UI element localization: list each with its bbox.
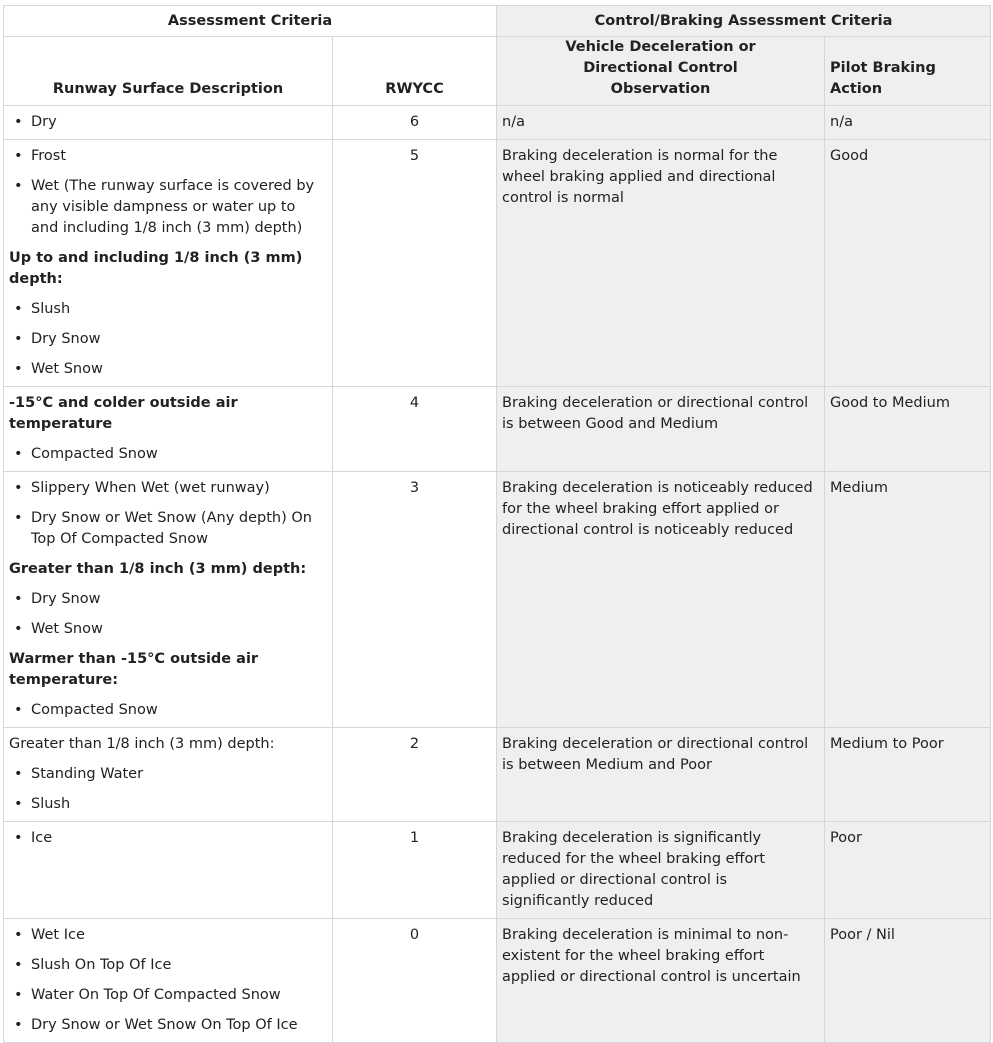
list-item: • Wet Snow bbox=[9, 619, 326, 640]
surface-list bbox=[9, 444, 326, 465]
surface-list bbox=[9, 589, 326, 640]
observation-cell: Braking deceleration or directional control is between Medium and Poor bbox=[497, 728, 825, 822]
list-item: • Slush bbox=[9, 794, 326, 815]
rwycc-header: RWYCC bbox=[333, 37, 497, 106]
table-row bbox=[4, 822, 991, 919]
observation-cell: Braking deceleration is minimal to non-existent for the wheel braking effort applied or directional control is uncertain bbox=[497, 919, 825, 1043]
pilot-braking-cell: n/a bbox=[825, 106, 991, 140]
rwycc-cell: 2 bbox=[333, 728, 497, 822]
list-item: • Wet Snow bbox=[9, 359, 326, 380]
table-row bbox=[4, 387, 991, 472]
surface-list bbox=[9, 828, 326, 849]
surface-list bbox=[9, 925, 326, 1036]
condition-heading: -15°C and colder outside air temperature bbox=[9, 395, 238, 432]
surface-list bbox=[9, 146, 326, 239]
pilot-braking-cell: Medium to Poor bbox=[825, 728, 991, 822]
rwycc-cell: 1 bbox=[333, 822, 497, 919]
surface-list bbox=[9, 764, 326, 815]
list-item: • Compacted Snow bbox=[9, 444, 326, 465]
pilot-braking-cell: Good bbox=[825, 140, 991, 387]
list-item: • Dry Snow bbox=[9, 329, 326, 350]
runway-surface-cell bbox=[4, 728, 333, 822]
observation-cell: Braking deceleration or directional control is between Good and Medium bbox=[497, 387, 825, 472]
pilot-braking-cell: Medium bbox=[825, 472, 991, 728]
runway-surface-cell bbox=[4, 472, 333, 728]
list-item: • Dry Snow or Wet Snow On Top Of Ice bbox=[9, 1015, 326, 1036]
surface-list bbox=[9, 112, 326, 133]
table-row bbox=[4, 472, 991, 728]
list-item: • Slush bbox=[9, 299, 326, 320]
observation-cell: n/a bbox=[497, 106, 825, 140]
surface-list bbox=[9, 299, 326, 380]
pilot-braking-cell: Poor bbox=[825, 822, 991, 919]
observation-cell: Braking deceleration is noticeably reduced for the wheel braking effort applied or directional control is noticeably reduced bbox=[497, 472, 825, 728]
list-item: • Frost bbox=[9, 146, 326, 167]
list-item: • Dry bbox=[9, 112, 326, 133]
rwycc-cell: 6 bbox=[333, 106, 497, 140]
condition-heading: Warmer than -15°C outside air temperature: bbox=[9, 651, 259, 688]
control-braking-header: Control/Braking Assessment Criteria bbox=[497, 6, 991, 37]
runway-surface-cell bbox=[4, 140, 333, 387]
header-row-groups bbox=[4, 6, 991, 37]
rwycc-cell: 0 bbox=[333, 919, 497, 1043]
list-item: • Dry Snow or Wet Snow (Any depth) On Top Of Compacted Snow bbox=[9, 508, 326, 550]
surface-list bbox=[9, 478, 326, 550]
observation-cell: Braking deceleration is normal for the wheel braking applied and directional control is normal bbox=[497, 140, 825, 387]
pilot-braking-header: Pilot Braking Action bbox=[825, 37, 991, 106]
list-item: • Ice bbox=[9, 828, 326, 849]
list-item: • Slippery When Wet (wet runway) bbox=[9, 478, 326, 499]
rwycc-cell: 3 bbox=[333, 472, 497, 728]
runway-surface-cell bbox=[4, 387, 333, 472]
list-item: • Dry Snow bbox=[9, 589, 326, 610]
runway-condition-matrix bbox=[3, 5, 991, 1043]
surface-list bbox=[9, 700, 326, 721]
assessment-criteria-header: Assessment Criteria bbox=[4, 6, 497, 37]
rwycc-cell: 5 bbox=[333, 140, 497, 387]
observation-header: Vehicle Deceleration or Directional Control Observation bbox=[497, 37, 825, 106]
pilot-braking-cell: Good to Medium bbox=[825, 387, 991, 472]
condition-heading: Greater than 1/8 inch (3 mm) depth: bbox=[9, 561, 307, 577]
runway-surface-cell bbox=[4, 822, 333, 919]
list-item: • Wet Ice bbox=[9, 925, 326, 946]
runway-surface-header: Runway Surface Description bbox=[4, 37, 333, 106]
list-item: • Compacted Snow bbox=[9, 700, 326, 721]
list-item: • Standing Water bbox=[9, 764, 326, 785]
observation-cell: Braking deceleration is significantly reduced for the wheel braking effort applied or directional control is significantly reduced bbox=[497, 822, 825, 919]
table-row bbox=[4, 140, 991, 387]
table-row bbox=[4, 106, 991, 140]
condition-heading: Greater than 1/8 inch (3 mm) depth: bbox=[9, 736, 275, 752]
rwycc-cell: 4 bbox=[333, 387, 497, 472]
header-row-columns bbox=[4, 37, 991, 106]
runway-surface-cell bbox=[4, 106, 333, 140]
list-item: • Wet (The runway surface is covered by any visible dampness or water up to and including 1/8 inch (3 mm) depth) bbox=[9, 176, 326, 239]
pilot-braking-cell: Poor / Nil bbox=[825, 919, 991, 1043]
table-row bbox=[4, 728, 991, 822]
condition-heading: Up to and including 1/8 inch (3 mm) depth: bbox=[9, 250, 303, 287]
list-item: • Water On Top Of Compacted Snow bbox=[9, 985, 326, 1006]
list-item: • Slush On Top Of Ice bbox=[9, 955, 326, 976]
